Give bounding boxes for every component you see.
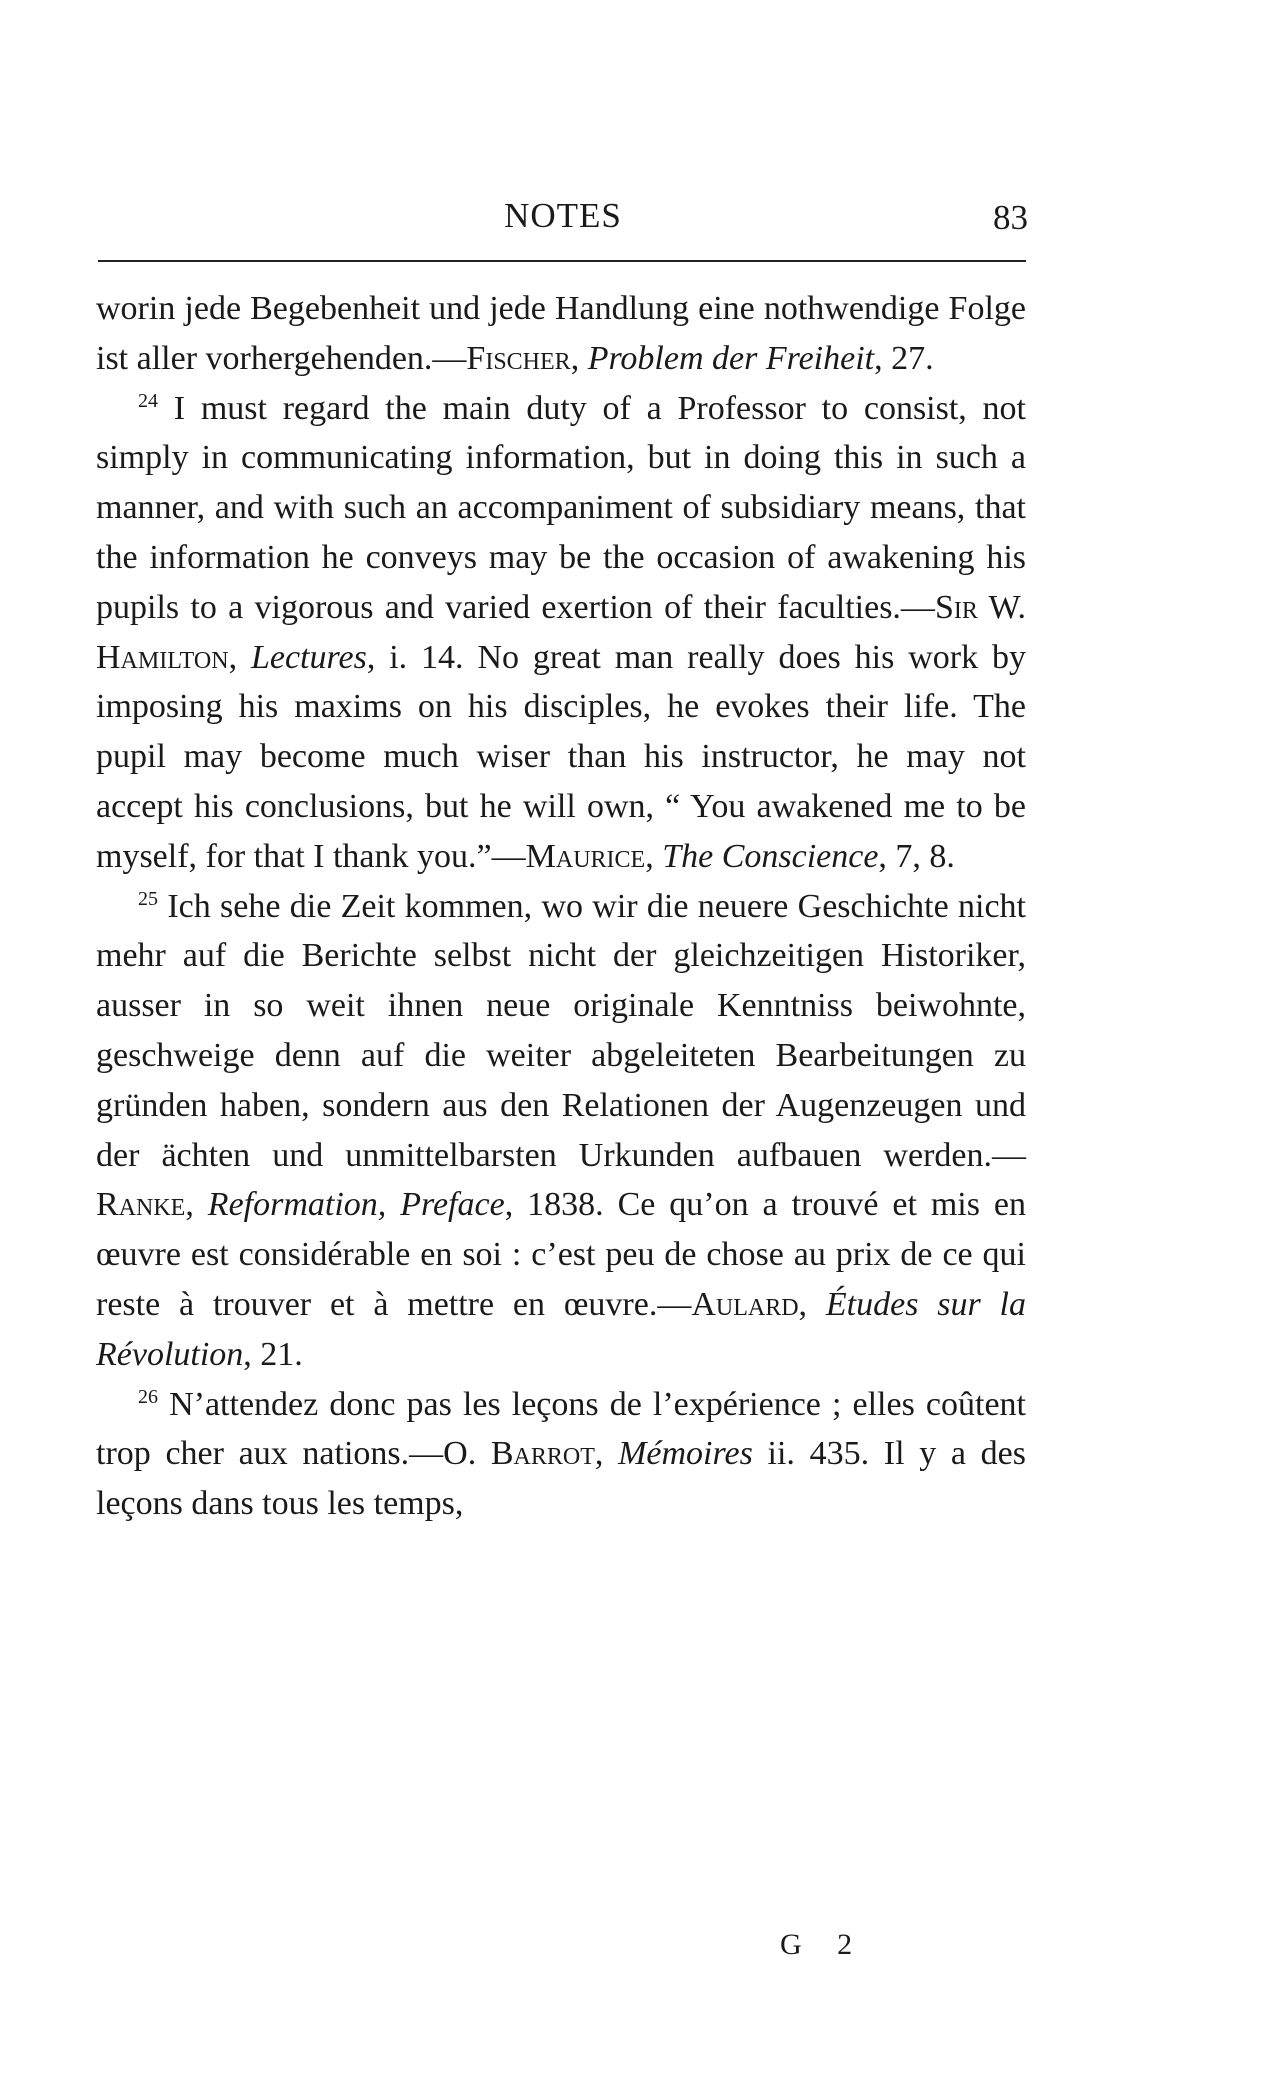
note-reference: , i. 14. xyxy=(366,638,464,676)
note-text: worin jede Begebenheit und jede Handlung eine nothwendige Folge ist aller vorhergehenden.— xyxy=(96,290,1026,377)
footnote-marker: 26 xyxy=(138,1385,158,1408)
note-separator: , xyxy=(570,339,588,377)
note-author: Fischer xyxy=(466,339,571,377)
note-author: O. Barrot xyxy=(443,1435,595,1473)
note-work-title: Reformation, Preface xyxy=(207,1186,505,1224)
note-separator: , xyxy=(594,1435,619,1473)
note-text-continued: Ce qu’on a trouvé et mis en œuvre est considérable en soi : c’est peu de chose au prix de ce qui reste à trouver et à mettre en œuvre.— xyxy=(96,1186,1027,1323)
page-number: 83 xyxy=(993,198,1028,237)
note-work-title-second: Études sur la Révolution xyxy=(96,1285,1027,1373)
note-reference: , 27. xyxy=(874,339,934,377)
note-reference: ii. 435. Il y a des leçons dans tous les temps, xyxy=(96,1435,1027,1523)
note-author: Ranke xyxy=(96,1186,186,1224)
note-reference: , 21. xyxy=(243,1335,303,1373)
note-work-title: Lectures xyxy=(250,638,367,676)
notes-body xyxy=(96,284,1026,1529)
note-text: N’attendez donc pas les leçons de l’expérience ; elles coûtent trop cher aux nations.— xyxy=(96,1385,1026,1473)
note-reference: , 7, 8. xyxy=(878,837,955,875)
note-reference: , 1838. xyxy=(504,1186,604,1224)
note-author-second: Aulard xyxy=(691,1285,799,1323)
note-work-title: Mémoires xyxy=(618,1435,753,1473)
note-25 xyxy=(96,882,1026,1380)
note-24 xyxy=(96,384,1026,882)
note-continuation xyxy=(96,284,1026,384)
note-author: Sir W. Hamilton xyxy=(96,588,1026,676)
note-author-second: Maurice xyxy=(525,837,646,875)
note-text: I must regard the main duty of a Professor to consist, not simply in communicating information, but in doing this in such a manner, and with such an accompaniment of subsidiary means, that the information he conveys may be the occasion of awakening his pupils to a vigorous and varied exertion of their faculties.— xyxy=(96,389,1027,626)
note-work-title: Problem der Freiheit xyxy=(587,339,875,377)
running-title: NOTES xyxy=(504,196,622,235)
note-separator: , xyxy=(228,638,251,676)
running-head xyxy=(98,196,1028,244)
note-work-title-second: The Conscience xyxy=(662,837,879,875)
signature-mark: G 2 xyxy=(780,1928,867,1961)
note-text: Ich sehe die Zeit kommen, wo wir die neuere Geschichte nicht mehr auf die Berichte selbst nicht der gleichzeitigen Historiker, ausser in so weit ihnen neue originale Kenntniss beiwohnte, geschweige denn auf die weiter abgeleiteten Bearbeitungen zu gründen haben, sondern aus den Relationen der Augenzeugen und der ächten und unmittelbarsten Urkunden aufbauen werden.— xyxy=(96,887,1026,1174)
footnote-marker: 24 xyxy=(138,389,158,412)
header-rule xyxy=(98,260,1026,262)
note-26 xyxy=(96,1380,1026,1529)
note-text-continued: No great man really does his work by imposing his maxims on his disciples, he evokes their life. The pupil may become much wiser than his instructor, he may not accept his conclusions, but he will own, “ You awakened me to be myself, for that I thank you.”— xyxy=(96,638,1026,875)
note-separator: , xyxy=(645,837,663,875)
note-separator: , xyxy=(185,1186,208,1224)
note-separator: , xyxy=(798,1285,826,1323)
footnote-marker: 25 xyxy=(138,887,158,910)
